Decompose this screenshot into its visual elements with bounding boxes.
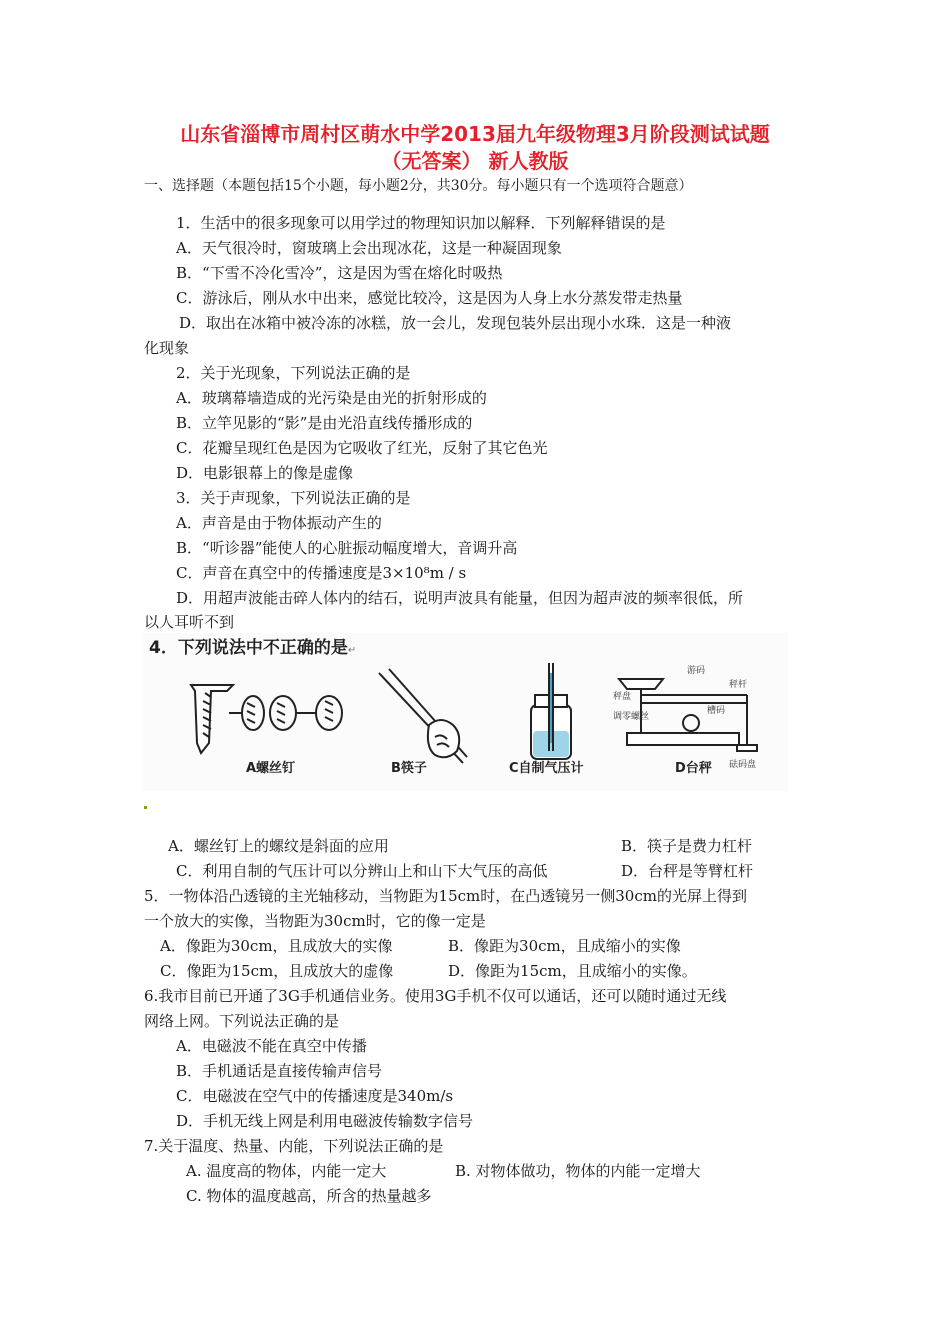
q1-option-c: C．游泳后，刚从水中出来，感觉比较冷，这是因为人身上水分蒸发带走热量: [176, 289, 683, 307]
q3-option-b: B．“听诊器”能使人的心脏振动幅度增大，音调升高: [176, 539, 518, 557]
q6-option-d: D．手机无线上网是利用电磁波传输数字信号: [176, 1112, 474, 1130]
q5-stem-cont: 一个放大的实像，当物距为30cm时，它的像一定是: [144, 912, 486, 930]
page-title: 山东省淄博市周村区萌水中学2013届九年级物理3月阶段测试试题: [180, 122, 770, 146]
q2-stem: 2．关于光现象，下列说法正确的是: [176, 364, 411, 382]
q1-option-d: D．取出在冰箱中被冷冻的冰糕，放一会儿，发现包装外层出现小水珠．这是一种液: [179, 314, 732, 332]
q6-option-a: A．电磁波不能在真空中传播: [176, 1037, 367, 1055]
q1-option-b: B．“下雪不冷化雪冷”，这是因为雪在熔化时吸热: [176, 264, 503, 282]
q5-stem: 5．一物体沿凸透镜的主光轴移动，当物距为15cm时，在凸透镜另一侧30cm的光屏上得到: [144, 887, 747, 905]
q7-stem: 7.关于温度、热量、内能，下列说法正确的是: [144, 1137, 444, 1155]
q1-option-d-cont: 化现象: [144, 339, 190, 357]
platform-scale-diagram: [613, 664, 757, 770]
q5-option-b: B．像距为30cm，且成缩小的实像: [448, 937, 681, 955]
q1-stem: 1．生活中的很多现象可以用学过的物理知识加以解释．下列解释错误的是: [176, 214, 666, 232]
q7-option-a: A. 温度高的物体，内能一定大: [186, 1162, 387, 1180]
label-zero-screw: 调零螺丝: [613, 712, 650, 722]
q2-option-c: C．花瓣呈现红色是因为它吸收了红光，反射了其它色光: [176, 439, 548, 457]
screw-diagram: [191, 685, 342, 753]
q7-option-c: C. 物体的温度越高，所含的热量越多: [186, 1187, 432, 1205]
q6-option-b: B．手机通话是直接传输声信号: [176, 1062, 383, 1080]
q3-option-a: A．声音是由于物体振动产生的: [176, 514, 382, 532]
q4-option-b: B．筷子是费力杠杆: [621, 837, 753, 855]
label-pan: 秤盘: [613, 692, 632, 702]
q3-option-d: D．用超声波能击碎人体内的结石，说明声波具有能量，但因为超声波的频率很低，所: [176, 589, 744, 607]
caption-a: A螺丝钉: [246, 761, 296, 776]
q3-option-c: C．声音在真空中的传播速度是3×10⁸m / s: [176, 564, 467, 582]
q2-option-a: A．玻璃幕墙造成的光污染是由光的折射形成的: [176, 389, 487, 407]
q5-option-c: C．像距为15cm，且成放大的虚像: [160, 962, 394, 980]
section-heading: 一、选择题（本题包括15个小题，每小题2分，共30分。每小题只有一个选项符合题意）: [144, 178, 693, 194]
return-mark: ↵: [347, 645, 357, 656]
label-weight: 槽码: [707, 706, 726, 716]
page-subtitle: （无答案） 新人教版: [381, 149, 569, 173]
q4-option-d: D．台秤是等臂杠杆: [621, 862, 754, 880]
q6-stem: 6.我市目前已开通了3G手机通信业务。使用3G手机不仅可以通话，还可以随时通过无线: [144, 987, 727, 1005]
stray-mark: [144, 806, 147, 809]
label-weight-pan: 砝码盘: [729, 760, 757, 770]
q6-option-c: C．电磁波在空气中的传播速度是340m/s: [176, 1087, 454, 1105]
q1-option-a: A．天气很冷时，窗玻璃上会出现冰花，这是一种凝固现象: [176, 239, 562, 257]
caption-c: C自制气压计: [509, 761, 584, 776]
q5-option-a: A．像距为30cm，且成放大的实像: [160, 937, 393, 955]
q6-stem-cont: 网络上网。下列说法正确的是: [144, 1012, 340, 1030]
q2-option-d: D．电影银幕上的像是虚像: [176, 464, 354, 482]
q4-stem: 4．下列说法中不正确的是↵: [149, 638, 357, 658]
label-rider: 游码: [687, 666, 706, 676]
q5-option-d: D．像距为15cm，且成缩小的实像。: [448, 962, 697, 980]
chopsticks-diagram: [379, 669, 467, 763]
q2-option-b: B．立竿见影的“影”是由光沿直线传播形成的: [176, 414, 473, 432]
label-beam: 秤杆: [729, 680, 748, 690]
q4-option-c: C．利用自制的气压计可以分辨山上和山下大气压的高低: [176, 862, 548, 880]
q3-option-d-cont: 以人耳听不到: [144, 613, 235, 631]
q4-option-a: A．螺丝钉上的螺纹是斜面的应用: [168, 837, 389, 855]
caption-b: B筷子: [391, 761, 427, 776]
q7-option-b: B. 对物体做功，物体的内能一定增大: [455, 1162, 701, 1180]
q3-stem: 3．关于声现象，下列说法正确的是: [176, 489, 411, 507]
caption-d: D台秤: [675, 761, 712, 776]
q4-figure: [143, 633, 788, 791]
barometer-diagram: [531, 663, 571, 759]
